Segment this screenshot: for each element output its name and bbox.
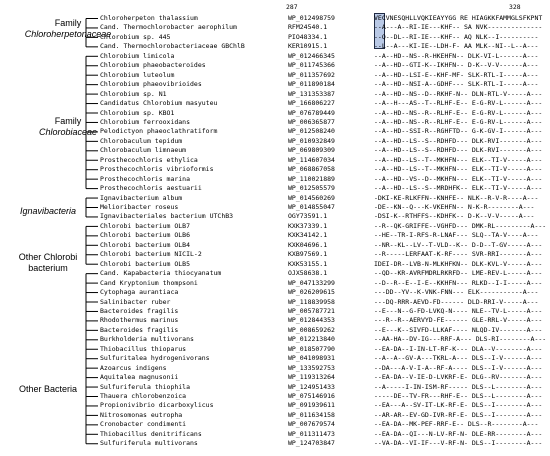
sequence: -DKI-KE-RLKFFN--KNHFE-- NLK--R-V-R----A--- <box>374 193 539 202</box>
position-start-label: 287 <box>286 3 298 11</box>
species-name: Chloroherpeton thalassium <box>100 14 198 22</box>
sequence: --A--HD--NS--R--RLHF-E-- E-G-RV-L------A--- <box>374 117 543 126</box>
accession-id: WP_076789449 <box>288 108 335 117</box>
sequence: --R-----LERFAAT-K-RF---- SVR-RRI-------A--- <box>374 250 543 259</box>
accession-id: WP_011357692 <box>288 70 335 79</box>
species-name: Candidatus Chlorobium masyuteu <box>100 99 218 108</box>
species-name: Prosthecochloris marina <box>100 174 191 183</box>
species-name: Chlorobium sp. N1 <box>100 89 167 98</box>
accession-id: WP_007679574 <box>288 420 335 429</box>
accession-id: WP_118839958 <box>288 297 335 306</box>
accession-id: WP_047133299 <box>288 278 335 287</box>
accession-id: OGY73591.1 <box>288 212 328 221</box>
species-name: Cand. Kapabacteria thiocyanatum <box>100 269 222 278</box>
sequence: --A--HD--NSI-A--GDHF--- SLK-RTL-I-----A--- <box>374 80 539 89</box>
accession-id: OJX58638.1 <box>288 269 328 278</box>
group-label-other-bacteria: Other Bacteria <box>18 384 78 394</box>
species-name: Thiobacillus denitrificans <box>100 429 202 438</box>
species-name: Cand Kryptonium thompsoni <box>100 278 198 287</box>
sequence: --L--A---KI-IE--LDH-F- AA MLK--NI--L--A--- <box>374 42 539 51</box>
species-name: Chlorobium limicola <box>100 51 175 60</box>
accession-id: KXK37339.1 <box>288 221 328 230</box>
group-label-chloroherpetonaceae: Family Chloroherpetonaceae <box>24 18 112 39</box>
sequence: --A--HD--VS--D--MKHFN--- ELK--TI-V-----A--- <box>374 174 543 183</box>
accession-id: WP_124703847 <box>288 439 335 448</box>
species-name: Chlorobi bacterium OLB5 <box>100 259 191 268</box>
species-name: Chlorobi bacterium OLB4 <box>100 240 191 249</box>
accession-id: WP_012508240 <box>288 127 335 136</box>
accession-id: WP_012213840 <box>288 335 335 344</box>
species-name: Ignavibacteriales bacterium UTChB3 <box>100 212 234 221</box>
sequence: --AA-HA--DV-IG---RRF-A--- DLS-RI--------A--- <box>374 335 547 344</box>
species-name: Chlorobi bacterium NICIL-2 <box>100 250 202 259</box>
accession-id: WP_133592753 <box>288 363 335 372</box>
sequence: --NR--KL--LV--T-VLD--K-- D-D--T-GV-----A--- <box>374 240 543 249</box>
sequence: -----DE--TV-FR---RHF-E-- DLS--L--------A--- <box>374 392 543 400</box>
species-name: Cand. Thermochlorobacter aerophilum <box>100 23 237 32</box>
sequence: --A--HD--NS--R-HKEHFN-- DLK-VI-L------A--- <box>374 51 539 60</box>
species-name: Nitrosomonas eutropha <box>100 410 183 419</box>
species-name: Chlorobaculum tepidum <box>100 136 183 145</box>
sequence: ---DD--YV--K-VNK-FNN--- ELK-----------A--- <box>374 288 539 297</box>
species-name: Chlorobium sp. KBO1 <box>100 108 175 117</box>
sequence: --EA---A--SV-IT-LK-RF-E- DLS--I--------A--- <box>374 401 543 410</box>
sequence: --DA---A-V-I-A--RF-A---- DLS--I-V------A--- <box>374 363 543 372</box>
sequence: --EA-DA--QI---N-LV-RF-N- DLE-RR--------A--- <box>374 429 543 438</box>
accession-id: WP_005787721 <box>288 306 335 315</box>
accession-id: WP_006365877 <box>288 117 335 126</box>
species-name: Chlorobium phaeovibrioides <box>100 80 202 89</box>
species-name: Sulfuriferula multivorans <box>100 439 198 448</box>
species-name: Prosthecochloris vibrioformis <box>100 165 214 174</box>
sequence: --A--HD--LS--T--MKHFN--- ELK--TI-V-----A--- <box>374 155 543 164</box>
sequence: --Q--DL--RI-IE---KHF-- AQ NLK--I---------- <box>374 32 539 41</box>
sequence: --A--H---AS--T--RLHF-E-- E-G-RV-L------A--- <box>374 99 543 108</box>
sequence: --EA-DA--MK-PEF-RRF-E-- DLS--R--------A--- <box>374 420 539 429</box>
accession-id: WP_041098931 <box>288 354 335 363</box>
species-name: Prosthecochloris aestuarii <box>100 184 202 193</box>
sequence: --AR-AR--EV-GD-IVR-RF-E- DLS--I--------A--- <box>374 410 543 419</box>
species-name: Chlorobium luteolum <box>100 70 175 79</box>
position-end-label: 328 <box>509 3 521 11</box>
species-name: Pelodictyon phaeoclathratiform <box>100 127 218 136</box>
sequence: --D--R--E--I-E--KKHFN--- RLKD--I-I-----A--- <box>374 278 543 287</box>
sequence: --E---K--SIVFD-LLKAF---- NLQD-IV-------A--- <box>374 325 543 334</box>
accession-id: WP_012505579 <box>288 184 335 193</box>
species-name: Chlorobaculum limnaeum <box>100 146 187 155</box>
sequence: --A--HD--LS--S--RDHFD--- DLK-RVI-------A--- <box>374 146 543 155</box>
accession-id: WP_018507790 <box>288 344 335 353</box>
sequence: --EA-DA--V-IE-D-LVKRF-E- DLG--RV-------A--- <box>374 373 543 382</box>
sequence: --A---A--RI-IE---KHF-- SA NVK-------------- <box>374 23 543 32</box>
accession-id: WP_114607034 <box>288 155 335 164</box>
species-name: Aquitalea magnusonii <box>100 373 179 382</box>
species-name: Propionivibrio dicarboxylicus <box>100 401 214 410</box>
group-label-chlorobiaceae: Family Chlorobiaceae <box>38 116 98 137</box>
accession-id: WP_119313264 <box>288 373 335 382</box>
sequence: --EA-DA--I-IN-LT-RF-K--- DLA--V--------A--- <box>374 344 543 353</box>
sequence: -DE--KN--Q---K-VKEHFN-- N-K-R--------A--- <box>374 203 535 211</box>
sequence: --HE--TR-I-RFS-R-LNAF--- SLQ--TA-V----A--- <box>374 231 539 240</box>
sequence: --R--QK-GRIFFE--VGHFD--- DMK-RL---------A--- <box>374 221 547 230</box>
sequence: ---R--R--AERVYD-FE------ GLE-RRL-V-----A--- <box>374 316 543 325</box>
accession-id: WP_012498759 <box>288 14 335 22</box>
species-name: Bacteroides fragilis <box>100 306 179 315</box>
species-name: Cronobacter condimenti <box>100 420 187 429</box>
accession-id: KXB97569.1 <box>288 250 328 259</box>
accession-id: WP_069809309 <box>288 146 335 155</box>
accession-id: WP_026209615 <box>288 288 335 297</box>
species-name: Chlorobi bacterium OLB6 <box>100 231 191 240</box>
species-name: Prosthecochloris ethylica <box>100 155 198 164</box>
sequence: --A--A--GV-A---TKRL-A--- DLS--I-V------A--- <box>374 354 543 363</box>
species-name: Salinibacter ruber <box>100 297 171 306</box>
accession-id: WP_068867058 <box>288 165 335 174</box>
accession-id: PIO48334.1 <box>288 32 328 41</box>
accession-id: WP_011745366 <box>288 61 335 70</box>
species-name: Chlorobium phaeobacteroides <box>100 61 206 70</box>
accession-id: WP_008659262 <box>288 325 335 334</box>
species-name: Rhodothermus marinus <box>100 316 179 325</box>
sequence: --A-----I-IN-ISM-RF----- DLS--L--------A--- <box>374 382 543 391</box>
species-name: Cytophaga aurantiaca <box>100 288 179 297</box>
accession-id: WP_131353387 <box>288 89 335 98</box>
species-name: Bacteroides fragilis <box>100 325 179 334</box>
species-name: Sulfuriferula thiophila <box>100 382 191 391</box>
sequence: -DSI-K--RTHFFS--KDHFK-- D-K--V-V-----A--- <box>374 212 535 221</box>
species-name: Melioribacter roseus <box>100 203 179 211</box>
accession-id: KER10915.1 <box>288 42 328 51</box>
accession-id: WP_166806227 <box>288 99 335 108</box>
sequence: --E---N--G-FD-LVKQ-N---- NLE--TV-L-----A--- <box>374 306 543 315</box>
species-name: Azoarcus indigens <box>100 363 167 372</box>
species-name: Burkholderia multivorans <box>100 335 194 344</box>
accession-id: WP_010932849 <box>288 136 335 145</box>
sequence: IDEI-DR--LVB-N-MLKHFKN-- DLK-KVL-V-----A--- <box>374 259 543 268</box>
species-name: Thiobacillus thioparus <box>100 344 187 353</box>
accession-id: KXK53155.1 <box>288 259 328 268</box>
accession-id: WP_011890184 <box>288 80 335 89</box>
group-label-other-chlorobi: Other Chlorobi bacterium <box>18 252 78 273</box>
accession-id: WP_011311473 <box>288 429 335 438</box>
sequence: ---DQ-RRR-AEVD-FD------ DLD-RRI-V-----A--- <box>374 297 539 306</box>
accession-id: KXK04696.1 <box>288 240 328 249</box>
sequence: --A--HD--NS--R--RLHF-E-- E-G-RV-L------A--- <box>374 108 543 117</box>
accession-id: WP_012844353 <box>288 316 335 325</box>
sequence: VECVNESQHLLVQKIEAYYGG RE HIAGKKFAMMGLSFKPNT <box>374 14 543 22</box>
sequence: --QD--KR-AVRFMDRLRKRFD-- LME-REV-L-----A--- <box>374 269 543 278</box>
accession-id: WP_110021889 <box>288 174 335 183</box>
species-name: Sulfuritalea hydrogenivorans <box>100 354 210 363</box>
accession-id: WP_124951433 <box>288 382 335 391</box>
accession-id: WP_014855047 <box>288 203 335 211</box>
sequence: --A--HD--LS--S--RDHFD--- DLK-RVI-------A--- <box>374 136 543 145</box>
species-name: Chlorobium ferrooxidans <box>100 117 191 126</box>
accession-id: WP_012466345 <box>288 51 335 60</box>
accession-id: WP_014560269 <box>288 193 335 202</box>
sequence: --A--HD--NS--D--RKHF-N-- DLN-RTL-V-----A--- <box>374 89 543 98</box>
accession-id: KXK34142.1 <box>288 231 328 240</box>
sequence: --A--HD--LSI-E--KHF-MF- SLK-RTL-I-----A--- <box>374 70 539 79</box>
sequence: --A--HD--SSI-R--RGHFTD-- G-K-GV-I------A--- <box>374 127 543 136</box>
sequence: --VA-DA--VI-IF---V-RF-N- DLS--I--------A--- <box>374 439 543 448</box>
accession-id: RFM24540.1 <box>288 23 328 32</box>
sequence: --A--HD--LS--T--MKHFN--- ELK--TI-V-----A--- <box>374 165 543 174</box>
accession-id: WP_011634158 <box>288 410 335 419</box>
sequence: --A--HD--LS--S--MRDHFK-- ELK--TI-V-----A--- <box>374 184 543 193</box>
accession-id: WP_091939611 <box>288 401 335 410</box>
group-label-ignavibacteria: Ignavibacteria <box>19 206 77 216</box>
species-name: Cand. Thermochlorobacteriaceae GBChlB <box>100 42 245 51</box>
species-name: Chlorobium sp. 445 <box>100 32 171 41</box>
species-name: Thauera chlorobenzoica <box>100 392 187 400</box>
species-name: Ignavibacterium album <box>100 193 183 202</box>
accession-id: WP_075146916 <box>288 392 335 400</box>
species-name: Chlorobi bacterium OLB7 <box>100 221 191 230</box>
sequence: --A--HD--GTI-K--IKHFN-- D-K--V-V------A--- <box>374 61 539 70</box>
